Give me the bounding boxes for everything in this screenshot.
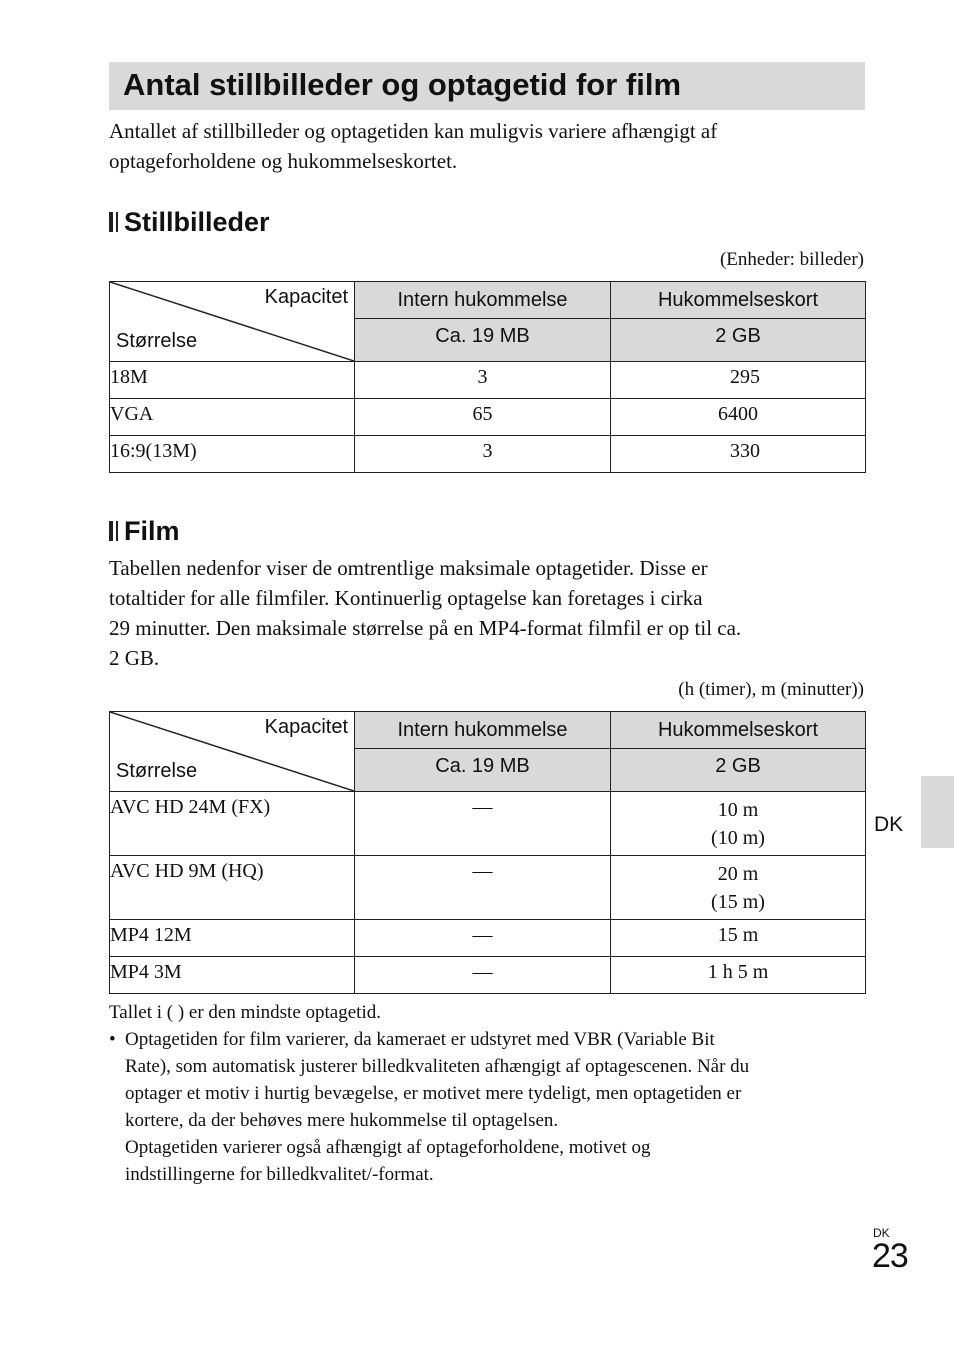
side-tab	[921, 776, 954, 848]
table-row	[110, 920, 866, 957]
row-label: MP4 12M	[110, 920, 355, 957]
bullet-icon: •	[109, 1029, 116, 1050]
col-card-header: Hukommelseskort	[611, 282, 866, 319]
bullet-line: optager et motiv i hurtig bevægelse, er motivet mere tydeligt, men optagetiden er	[125, 1083, 742, 1104]
row-label: MP4 3M	[110, 957, 355, 994]
row-label: 16:9(13M)	[110, 436, 355, 473]
film-body-line: 2 GB.	[109, 646, 160, 670]
internal-value: —	[355, 856, 611, 920]
table-row	[110, 399, 866, 436]
bullet-line: kortere, da der behøves mere hukommelse til optagelsen.	[125, 1110, 559, 1131]
page-title: Antal stillbilleder og optagetid for film	[123, 67, 682, 102]
card-value: 295	[611, 362, 866, 399]
side-language-label: DK	[874, 813, 904, 836]
stills-heading	[109, 207, 270, 237]
internal-value: 3	[355, 362, 611, 399]
table-row	[110, 957, 866, 994]
film-note: Tallet i ( ) er den mindste optagetid.	[109, 1002, 381, 1023]
table-row	[110, 362, 866, 399]
intro-text: Antallet af stillbilleder og optagetiden kan muligvis variere afhængigt af optageforholdene og hukommelseskortet.	[109, 119, 718, 173]
row-label: AVC HD 24M (FX)	[110, 792, 355, 856]
internal-value: —	[355, 920, 611, 957]
card-value-cell	[611, 792, 866, 856]
table-row	[110, 792, 866, 856]
card-value: 15 m	[611, 920, 866, 957]
card-value: 1 h 5 m	[611, 957, 866, 994]
stills-units: (Enheder: billeder)	[719, 249, 864, 270]
section-marker-icon	[109, 212, 118, 232]
card-value: 10 m	[717, 799, 759, 821]
card-value: 330	[611, 436, 866, 473]
film-body	[109, 553, 869, 673]
film-heading	[109, 516, 180, 546]
table-row	[110, 436, 866, 473]
col-internal-header: Intern hukommelse	[355, 282, 611, 319]
capacity-label: Kapacitet	[264, 286, 348, 308]
capacity-label: Kapacitet	[264, 716, 348, 738]
col-internal-size: Ca. 19 MB	[355, 749, 611, 792]
page-number: 23	[872, 1237, 908, 1275]
size-label: Størrelse	[116, 760, 198, 782]
internal-value: —	[355, 957, 611, 994]
col-internal-size: Ca. 19 MB	[355, 319, 611, 362]
col-card-size: 2 GB	[611, 319, 866, 362]
film-body-line: Tabellen nedenfor viser de omtrentlige maksimale optagetider. Disse er	[109, 556, 708, 580]
col-card-size: 2 GB	[611, 749, 866, 792]
size-label: Størrelse	[116, 330, 198, 352]
row-label: VGA	[110, 399, 355, 436]
bullet-line: Optagetiden for film varierer, da kameraet er udstyret med VBR (Variable Bit	[125, 1029, 715, 1050]
card-value: 6400	[611, 399, 866, 436]
bullet-line: Optagetiden varierer også afhængigt af optageforholdene, motivet og	[125, 1137, 651, 1158]
card-min-value: (15 m)	[711, 891, 765, 913]
film-corner-cell	[110, 712, 355, 792]
stills-heading-text: Stillbilleder	[124, 207, 270, 237]
row-label: 18M	[110, 362, 355, 399]
col-internal-header: Intern hukommelse	[355, 712, 611, 749]
internal-value: 3	[355, 436, 611, 473]
section-marker-icon	[109, 521, 118, 541]
bullet-line: indstillingerne for billedkvalitet/-format.	[125, 1164, 434, 1185]
film-body-line: 29 minutter. Den maksimale størrelse på en MP4-format filmfil er op til ca.	[109, 616, 742, 640]
film-units: (h (timer), m (minutter))	[678, 679, 864, 700]
internal-value: 65	[355, 399, 611, 436]
internal-value: —	[355, 792, 611, 856]
page-language-label: DK	[873, 1226, 890, 1240]
card-min-value: (10 m)	[711, 827, 765, 849]
film-heading-text: Film	[124, 516, 180, 546]
card-value: 20 m	[717, 863, 759, 885]
stills-corner-cell	[110, 282, 355, 362]
film-bullet	[109, 1026, 869, 1188]
title-bar	[109, 62, 865, 110]
stills-table	[109, 281, 866, 473]
bullet-line: Rate), som automatisk justerer billedkvaliteten afhængigt af optagescenen. Når du	[125, 1056, 750, 1077]
col-card-header: Hukommelseskort	[611, 712, 866, 749]
film-table	[109, 711, 866, 994]
table-row	[110, 856, 866, 920]
row-label: AVC HD 9M (HQ)	[110, 856, 355, 920]
card-value-cell	[611, 856, 866, 920]
film-body-line: totaltider for alle filmfiler. Kontinuerlig optagelse kan foretages i cirka	[109, 586, 703, 610]
